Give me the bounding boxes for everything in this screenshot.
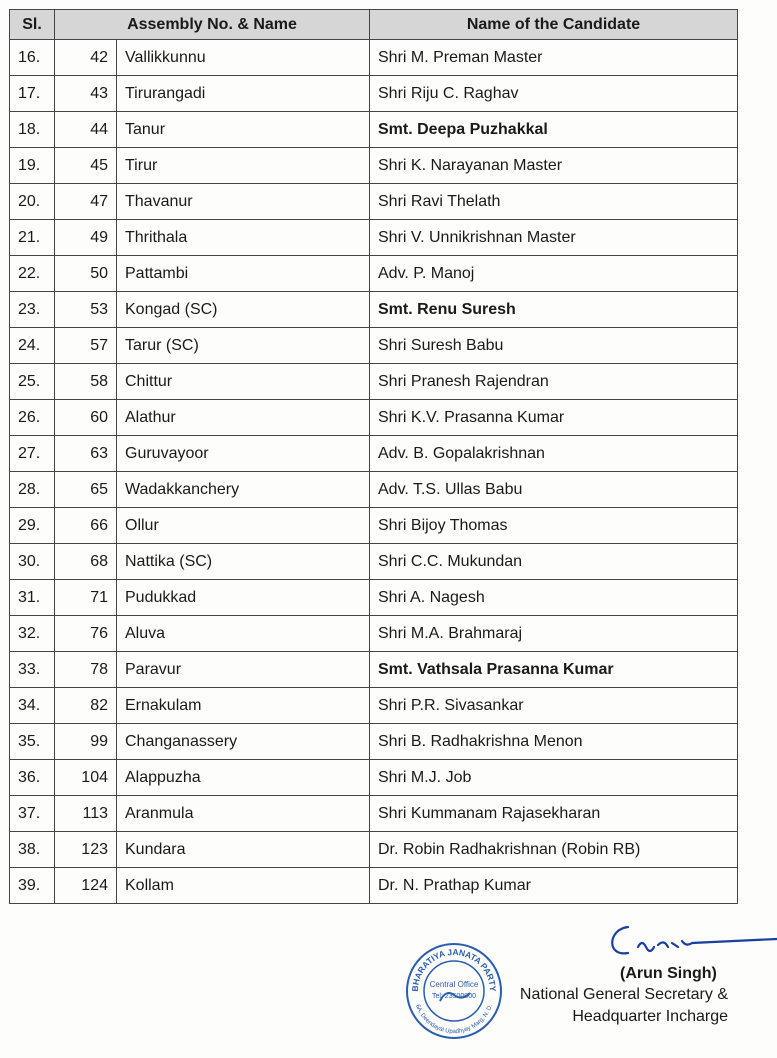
cell-assembly-no: 66 xyxy=(55,508,117,544)
seal-inner-line1: Central Office xyxy=(429,980,479,989)
table-row xyxy=(10,472,738,508)
cell-assembly-name: Thavanur xyxy=(117,184,370,220)
cell-candidate: Dr. N. Prathap Kumar xyxy=(370,868,738,904)
cell-assembly-no: 71 xyxy=(55,580,117,616)
svg-text:6A, Deendayal Upadhyay Marg, N xyxy=(414,1004,494,1035)
cell-candidate: Shri Pranesh Rajendran xyxy=(370,364,738,400)
cell-assembly-name: Alathur xyxy=(117,400,370,436)
table-row xyxy=(10,364,738,400)
cell-assembly-no: 44 xyxy=(55,112,117,148)
cell-candidate: Shri A. Nagesh xyxy=(370,580,738,616)
cell-candidate: Smt. Vathsala Prasanna Kumar xyxy=(370,652,738,688)
table-row xyxy=(10,832,738,868)
cell-candidate: Shri P.R. Sivasankar xyxy=(370,688,738,724)
seal-inner-line2: Tel: 23500000 xyxy=(432,993,476,1000)
table-row xyxy=(10,868,738,904)
table-row xyxy=(10,616,738,652)
header-candidate: Name of the Candidate xyxy=(370,10,738,40)
cell-assembly-name: Vallikkunnu xyxy=(117,40,370,76)
table-row xyxy=(10,400,738,436)
table-row xyxy=(10,148,738,184)
cell-sl: 39. xyxy=(10,868,55,904)
cell-sl: 31. xyxy=(10,580,55,616)
cell-assembly-name: Tirurangadi xyxy=(117,76,370,112)
table-header-row xyxy=(10,10,738,40)
table-row xyxy=(10,544,738,580)
cell-assembly-name: Aluva xyxy=(117,616,370,652)
cell-candidate: Smt. Renu Suresh xyxy=(370,292,738,328)
cell-sl: 30. xyxy=(10,544,55,580)
cell-sl: 33. xyxy=(10,652,55,688)
cell-assembly-name: Tirur xyxy=(117,148,370,184)
cell-assembly-name: Ernakulam xyxy=(117,688,370,724)
cell-assembly-no: 50 xyxy=(55,256,117,292)
signature-block xyxy=(0,905,777,1055)
cell-assembly-name: Kongad (SC) xyxy=(117,292,370,328)
cell-sl: 35. xyxy=(10,724,55,760)
table-row xyxy=(10,292,738,328)
cell-assembly-name: Wadakkanchery xyxy=(117,472,370,508)
cell-sl: 37. xyxy=(10,796,55,832)
cell-candidate: Shri K. Narayanan Master xyxy=(370,148,738,184)
cell-assembly-name: Kollam xyxy=(117,868,370,904)
cell-assembly-no: 49 xyxy=(55,220,117,256)
cell-assembly-no: 99 xyxy=(55,724,117,760)
table-row xyxy=(10,652,738,688)
cell-sl: 27. xyxy=(10,436,55,472)
table-row xyxy=(10,508,738,544)
handwritten-signature xyxy=(598,917,777,967)
table-row xyxy=(10,580,738,616)
cell-assembly-name: Guruvayoor xyxy=(117,436,370,472)
cell-assembly-no: 124 xyxy=(55,868,117,904)
header-assembly: Assembly No. & Name xyxy=(55,10,370,40)
cell-candidate: Shri M. Preman Master xyxy=(370,40,738,76)
cell-sl: 18. xyxy=(10,112,55,148)
cell-candidate: Smt. Deepa Puzhakkal xyxy=(370,112,738,148)
cell-candidate: Shri C.C. Mukundan xyxy=(370,544,738,580)
cell-sl: 21. xyxy=(10,220,55,256)
table-row xyxy=(10,436,738,472)
cell-assembly-name: Changanassery xyxy=(117,724,370,760)
cell-assembly-no: 53 xyxy=(55,292,117,328)
cell-assembly-no: 57 xyxy=(55,328,117,364)
cell-sl: 22. xyxy=(10,256,55,292)
cell-sl: 19. xyxy=(10,148,55,184)
signatory-title-line1: National General Secretary & xyxy=(519,986,728,1003)
cell-candidate: Shri Kummanam Rajasekharan xyxy=(370,796,738,832)
cell-sl: 20. xyxy=(10,184,55,220)
cell-assembly-name: Nattika (SC) xyxy=(117,544,370,580)
cell-assembly-name: Chittur xyxy=(117,364,370,400)
cell-candidate: Shri B. Radhakrishna Menon xyxy=(370,724,738,760)
cell-assembly-no: 68 xyxy=(55,544,117,580)
cell-sl: 26. xyxy=(10,400,55,436)
cell-candidate: Adv. P. Manoj xyxy=(370,256,738,292)
cell-assembly-no: 42 xyxy=(55,40,117,76)
cell-candidate: Shri K.V. Prasanna Kumar xyxy=(370,400,738,436)
table-row xyxy=(10,724,738,760)
cell-assembly-no: 63 xyxy=(55,436,117,472)
cell-assembly-no: 60 xyxy=(55,400,117,436)
cell-candidate: Shri M.J. Job xyxy=(370,760,738,796)
table-row xyxy=(10,184,738,220)
cell-assembly-no: 43 xyxy=(55,76,117,112)
cell-assembly-no: 76 xyxy=(55,616,117,652)
table-row xyxy=(10,76,738,112)
cell-candidate: Shri Ravi Thelath xyxy=(370,184,738,220)
cell-sl: 25. xyxy=(10,364,55,400)
cell-assembly-name: Pattambi xyxy=(117,256,370,292)
table-row xyxy=(10,688,738,724)
cell-assembly-name: Thrithala xyxy=(117,220,370,256)
cell-assembly-no: 123 xyxy=(55,832,117,868)
cell-assembly-name: Tarur (SC) xyxy=(117,328,370,364)
cell-sl: 34. xyxy=(10,688,55,724)
cell-assembly-no: 82 xyxy=(55,688,117,724)
cell-candidate: Adv. T.S. Ullas Babu xyxy=(370,472,738,508)
cell-assembly-no: 78 xyxy=(55,652,117,688)
cell-sl: 16. xyxy=(10,40,55,76)
cell-assembly-no: 47 xyxy=(55,184,117,220)
signatory-name: (Arun Singh) xyxy=(620,965,717,982)
table-row xyxy=(10,220,738,256)
cell-sl: 36. xyxy=(10,760,55,796)
cell-assembly-no: 58 xyxy=(55,364,117,400)
cell-assembly-name: Paravur xyxy=(117,652,370,688)
cell-candidate: Shri M.A. Brahmaraj xyxy=(370,616,738,652)
cell-sl: 38. xyxy=(10,832,55,868)
cell-candidate: Shri V. Unnikrishnan Master xyxy=(370,220,738,256)
cell-assembly-name: Ollur xyxy=(117,508,370,544)
cell-assembly-name: Tanur xyxy=(117,112,370,148)
cell-assembly-no: 113 xyxy=(55,796,117,832)
seal-bottom-text: 6A, Deendayal Upadhyay Marg, N. D. xyxy=(414,1003,494,1036)
cell-candidate: Shri Suresh Babu xyxy=(370,328,738,364)
cell-candidate: Dr. Robin Radhakrishnan (Robin RB) xyxy=(370,832,738,868)
party-seal xyxy=(404,941,504,1041)
cell-sl: 32. xyxy=(10,616,55,652)
table-row xyxy=(10,112,738,148)
signatory-title xyxy=(520,984,728,1028)
cell-assembly-no: 45 xyxy=(55,148,117,184)
cell-candidate: Shri Riju C. Raghav xyxy=(370,76,738,112)
table-row xyxy=(10,760,738,796)
header-sl: Sl. xyxy=(10,10,55,40)
signatory-title-line2: Headquarter Incharge xyxy=(572,1008,728,1025)
cell-sl: 29. xyxy=(10,508,55,544)
cell-assembly-no: 104 xyxy=(55,760,117,796)
cell-assembly-name: Kundara xyxy=(117,832,370,868)
candidate-table xyxy=(9,9,738,904)
seal-outer-text: BHARATIYA JANATA PARTY xyxy=(409,946,499,992)
cell-candidate: Adv. B. Gopalakrishnan xyxy=(370,436,738,472)
cell-assembly-name: Alappuzha xyxy=(117,760,370,796)
cell-assembly-name: Aranmula xyxy=(117,796,370,832)
table-row xyxy=(10,328,738,364)
cell-sl: 23. xyxy=(10,292,55,328)
table-row xyxy=(10,256,738,292)
cell-sl: 28. xyxy=(10,472,55,508)
cell-sl: 17. xyxy=(10,76,55,112)
table-row xyxy=(10,40,738,76)
cell-assembly-name: Pudukkad xyxy=(117,580,370,616)
cell-candidate: Shri Bijoy Thomas xyxy=(370,508,738,544)
cell-assembly-no: 65 xyxy=(55,472,117,508)
table-row xyxy=(10,796,738,832)
cell-sl: 24. xyxy=(10,328,55,364)
